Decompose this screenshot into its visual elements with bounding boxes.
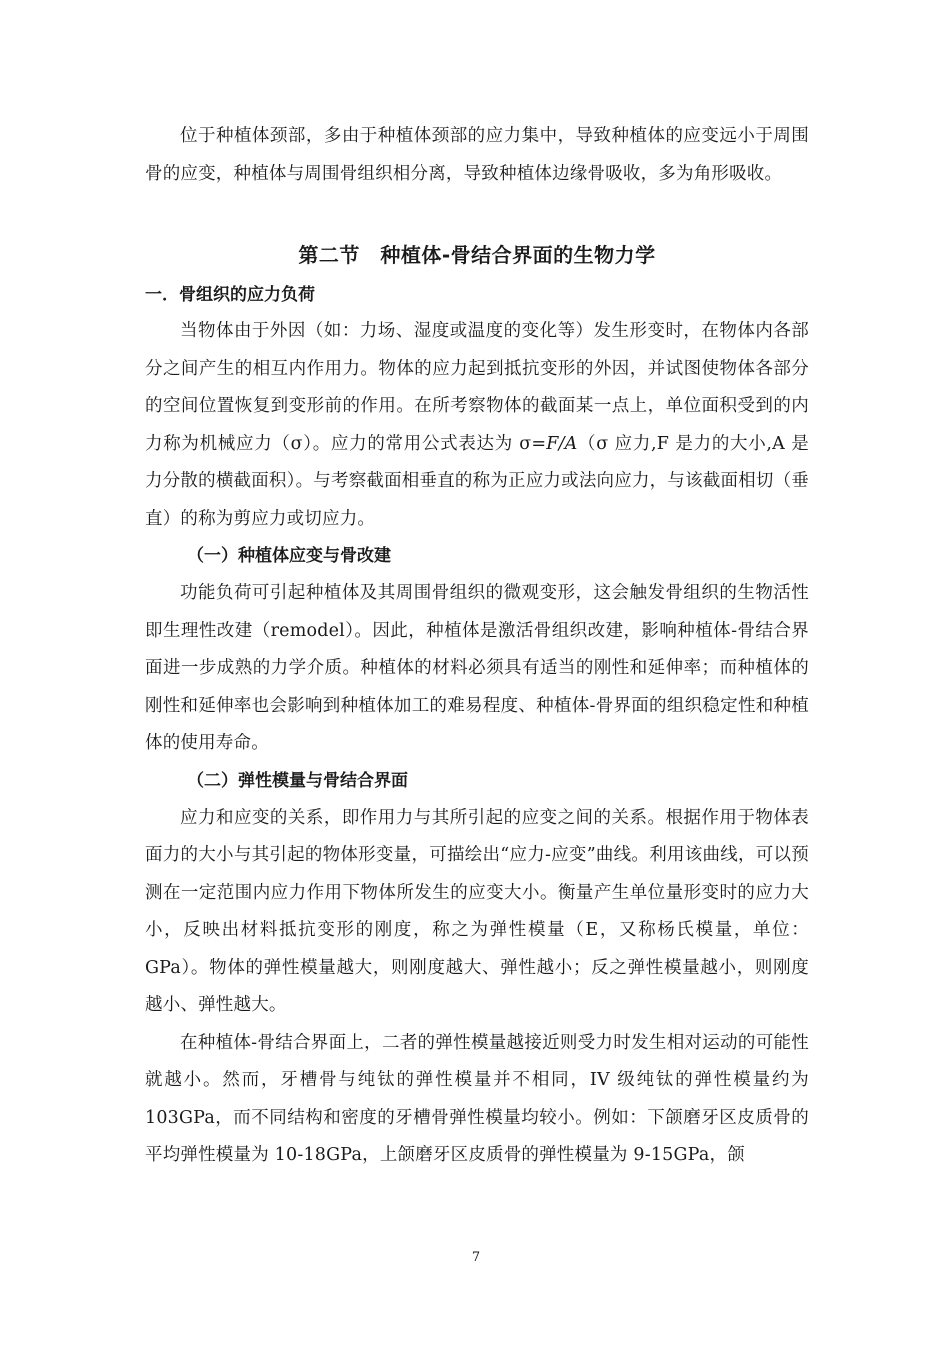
subheading-strain-remodel: （一）种植体应变与骨改建 bbox=[187, 546, 391, 566]
stress-text-b: （σ 应力,F 是力的大小,A 是力分散的横截面积）。与考察截面相垂直的称为正应力或法向应力，与该截面相切（垂直）的称为剪应力或切应力。 bbox=[145, 433, 809, 529]
page-number: 7 bbox=[471, 1250, 481, 1265]
paragraph-interface-modulus: 在种植体-骨结合界面上，二者的弹性模量越接近则受力时发生相对运动的可能性就越小。然而，牙槽骨与纯钛的弹性模量并不相同，IV 级纯钛的弹性模量约为 103GPa，而不同结构和密度的牙槽骨弹性模量均较小。例如：下颌磨牙区皮质骨的平均弹性模量为 10-18GPa，上颌磨牙区皮质骨的弹性模量为 9-15GPa，颌 bbox=[145, 1032, 809, 1165]
paragraph-stress-strain: 应力和应变的关系，即作用力与其所引起的应变之间的关系。根据作用于物体表面力的大小与其引起的物体形变量，可描绘出“应力-应变”曲线。利用该曲线，可以预测在一定范围内应力作用下物体所发生的应变大小。衡量产生单位量形变时的应力大小，反映出材料抵抗变形的刚度，称之为弹性模量（E，又称杨氏模量，单位：GPa）。物体的弹性模量越大，则刚度越大、弹性越小；反之弹性模量越小，则刚度越小、弹性越大。 bbox=[145, 807, 809, 1015]
stress-text-a: 当物体由于外因（如：力场、湿度或温度的变化等）发生形变时，在物体内各部分之间产生的相互内作用力。物体的应力起到抵抗变形的外因，并试图使物体各部分的空间位置恢复到变形前的作用。在所考察物体的截面某一点上，单位面积受到的内力称为机械应力（σ）。应力的常用公式表达为 σ bbox=[145, 321, 809, 454]
heading-stress-load: 一．骨组织的应力负荷 bbox=[145, 285, 315, 305]
paragraph-stress-definition bbox=[145, 313, 809, 538]
document-body bbox=[145, 118, 809, 1175]
paragraph-intro: 位于种植体颈部，多由于种植体颈部的应力集中，导致种植体的应变远小于周围骨的应变，种植体与周围骨组织相分离，导致种植体边缘骨吸收，多为角形吸收。 bbox=[145, 126, 809, 184]
section-title: 第二节 种植体-骨结合界面的生物力学 bbox=[298, 243, 656, 267]
paragraph-remodel: 功能负荷可引起种植体及其周围骨组织的微观变形，这会触发骨组织的生物活性即生理性改建（remodel）。因此，种植体是激活骨组织改建，影响种植体-骨结合界面进一步成熟的力学介质。种植体的材料必须具有适当的刚性和延伸率；而种植体的刚性和延伸率也会影响到种植体加工的难易程度、种植体-骨界面的组织稳定性和种植体的使用寿命。 bbox=[145, 583, 809, 753]
subheading-elastic-modulus: （二）弹性模量与骨结合界面 bbox=[187, 770, 408, 791]
stress-formula: =F/A bbox=[531, 433, 578, 454]
